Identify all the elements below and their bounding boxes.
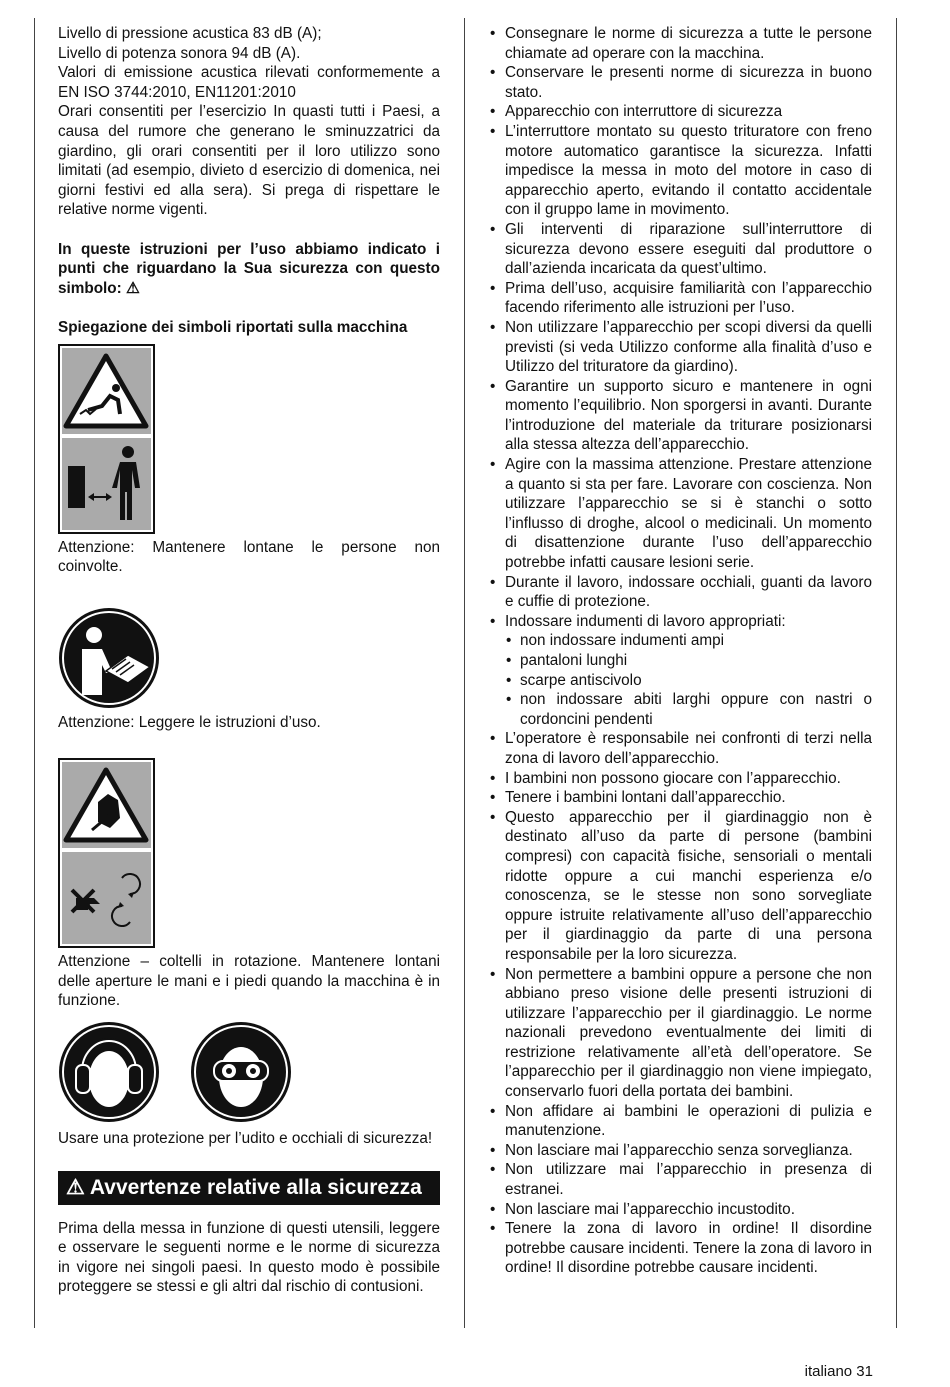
symbol-caption: Attenzione – coltelli in rotazione. Mantenere lontani delle aperture le mani e i piedi quando la macchina è in funzione. — [58, 953, 440, 1010]
list-item: • Tenere i bambini lontani dall’apparecchio. — [488, 788, 872, 808]
list-item: • Durante il lavoro, indossare occhiali, guanti da lavoro e cuffie di protezione. — [488, 573, 872, 612]
list-item: • Non utilizzare l’apparecchio per scopi diversi da quelli previsti (si veda Utilizzo conforme alla finalità d’uso e Utilizzo del trituratore da giardino). — [488, 318, 872, 377]
rotating-blades-icon — [58, 758, 155, 948]
right-column — [488, 24, 872, 1278]
list-item: • Conservare le presenti norme di sicurezza in buono stato. — [488, 63, 872, 102]
right-margin-rule — [896, 18, 897, 1328]
ear-protection-icon — [58, 1021, 160, 1123]
safety-list — [488, 24, 872, 1278]
left-margin-rule — [34, 18, 35, 1328]
symbol-caption: Usare una protezione per l’udito e occhiali di sicurezza! — [58, 1130, 433, 1148]
list-item: • Gli interventi di riparazione sull’interruttore di sicurezza devono essere eseguiti dal produttore o dall’azienda incaricata da quest’ultimo. — [488, 220, 872, 279]
list-item: • L’interruttore montato su questo trituratore con freno motore automatico garantisce la sicurezza. Infatti impedisce la messa in moto del motore in caso di apparecchio aperto, evitando il contatto accidentale con il gruppo lame in movimento. — [488, 122, 872, 220]
list-item: • Consegnare le norme di sicurezza a tutte le persone chiamate ad operare con la macchina. — [488, 24, 872, 63]
symbols-heading: Spiegazione dei simboli riportati sulla macchina — [58, 318, 408, 336]
clothing-item-label: Indossare indumenti di lavoro appropriati: — [505, 612, 786, 630]
intro-line: Livello di potenza sonora 94 dB (A). — [58, 44, 301, 62]
list-item: • Garantire un supporto sicuro e mantenere in ogni momento l’equilibrio. Non sporgersi in avanti. Durante l’introduzione del materiale da triturare posizionarsi alla stessa altezza dell’apparecchio. — [488, 377, 872, 455]
read-manual-icon — [58, 607, 160, 709]
list-item: • I bambini non possono giocare con l’apparecchio. — [488, 769, 872, 789]
list-item: • Agire con la massima attenzione. Prestare attenzione a quanto si sta per fare. Lavorare con coscienza. Non utilizzare l’apparecchio se si è stanchi o sotto l’influsso di droghe, alcool o medicinali. Un momento di disattenzione durante l’uso dell’apparecchio potrebbe infatti causare lesioni serie. — [488, 455, 872, 573]
list-item — [488, 612, 872, 730]
sub-list-item: • non indossare indumenti ampi — [505, 631, 872, 651]
page-footer: italiano 31 — [804, 1363, 873, 1380]
section-intro: Prima della messa in funzione di questi utensili, leggere e osservare le seguenti norme e le norme di sicurezza in vigore nei singoli paesi. In questo modo è possibile proteggere se stessi e gli altri dal rischio di contusioni. — [58, 1219, 440, 1296]
intro-line: Orari consentiti per l’esercizio In quasti tutti i Paesi, a causa del rumore che generano le sminuzzatrici da giardino, gli orari consentiti per il loro utilizzo sono limitati (ad esempio, divieto d esercizio di domenica, nei giorni festivi ed alla sera). Si prega di rispettare le relative norme vigenti. — [58, 103, 440, 219]
sub-list-item: • non indossare abiti larghi oppure con nastri o cordoncini pendenti — [505, 690, 872, 729]
safety-symbol-note: In queste istruzioni per l’uso abbiamo indicato i punti che riguardano la Sua sicurezza con questo simbolo: ⚠ — [58, 240, 440, 297]
sub-list-item: • scarpe antiscivolo — [505, 671, 872, 691]
safety-goggles-icon — [190, 1021, 292, 1123]
center-column-rule — [464, 18, 465, 1328]
list-item: • Non affidare ai bambini le operazioni di pulizia e manutenzione. — [488, 1102, 872, 1141]
symbol-caption: Attenzione: Mantenere lontane le persone non coinvolte. — [58, 538, 440, 576]
intro-line: Livello di pressione acustica 83 dB (A); — [58, 25, 322, 42]
list-item: • Tenere la zona di lavoro in ordine! Il disordine potrebbe causare incidenti. Tenere la zona di lavoro in ordine! Il disordine potrebbe causare incidenti. — [488, 1219, 872, 1278]
list-item: • Apparecchio con interruttore di sicurezza — [488, 102, 872, 122]
list-item: • Non utilizzare mai l’apparecchio in presenza di estranei. — [488, 1160, 872, 1199]
list-item: • Questo apparecchio per il giardinaggio non è destinato all’uso da parte di persone (bambini compresi) con capacità fisiche, sensoriali o mentali ridotte oppure a cui manchi esperienza e/o conoscenza, se le stesse non sono sorvegliate oppure istruite relativamente all’uso dell’apparecchio per il giardinaggio da parte di una persona responsabile per la loro sicurezza. — [488, 808, 872, 965]
left-column — [58, 24, 440, 1297]
symbol-caption: Attenzione: Leggere le istruzioni d’uso. — [58, 713, 321, 731]
list-item: • Non lasciare mai l’apparecchio senza sorveglianza. — [488, 1141, 872, 1161]
list-item: • Non lasciare mai l’apparecchio incustodito. — [488, 1200, 872, 1220]
intro-line: Valori di emissione acustica rilevati conformemente a EN ISO 3744:2010, EN11201:2010 — [58, 64, 440, 101]
list-item: • Prima dell’uso, acquisire familiarità con l’apparecchio facendo riferimento alle istruzioni per l’uso. — [488, 279, 872, 318]
warning-bystander-icon — [58, 344, 155, 534]
section-heading: ⚠ Avvertenze relative alla sicurezza — [58, 1171, 440, 1205]
clothing-sublist — [505, 631, 872, 729]
sub-list-item: • pantaloni lunghi — [505, 651, 872, 671]
list-item: • Non permettere a bambini oppure a persone che non abbiano preso visione delle presenti istruzioni di utilizzare l’apparecchio per il giardinaggio. Le norme nazionali prevedono eventualmente dei limiti di restrizione relativamente all’età dell’operatore. Se l’apparecchio per il giardinaggio non viene impiegato, conservarlo fuori della portata dei bambini. — [488, 965, 872, 1102]
list-item: • L’operatore è responsabile nei confronti di terzi nella zona di lavoro dell’apparecchio. — [488, 729, 872, 768]
